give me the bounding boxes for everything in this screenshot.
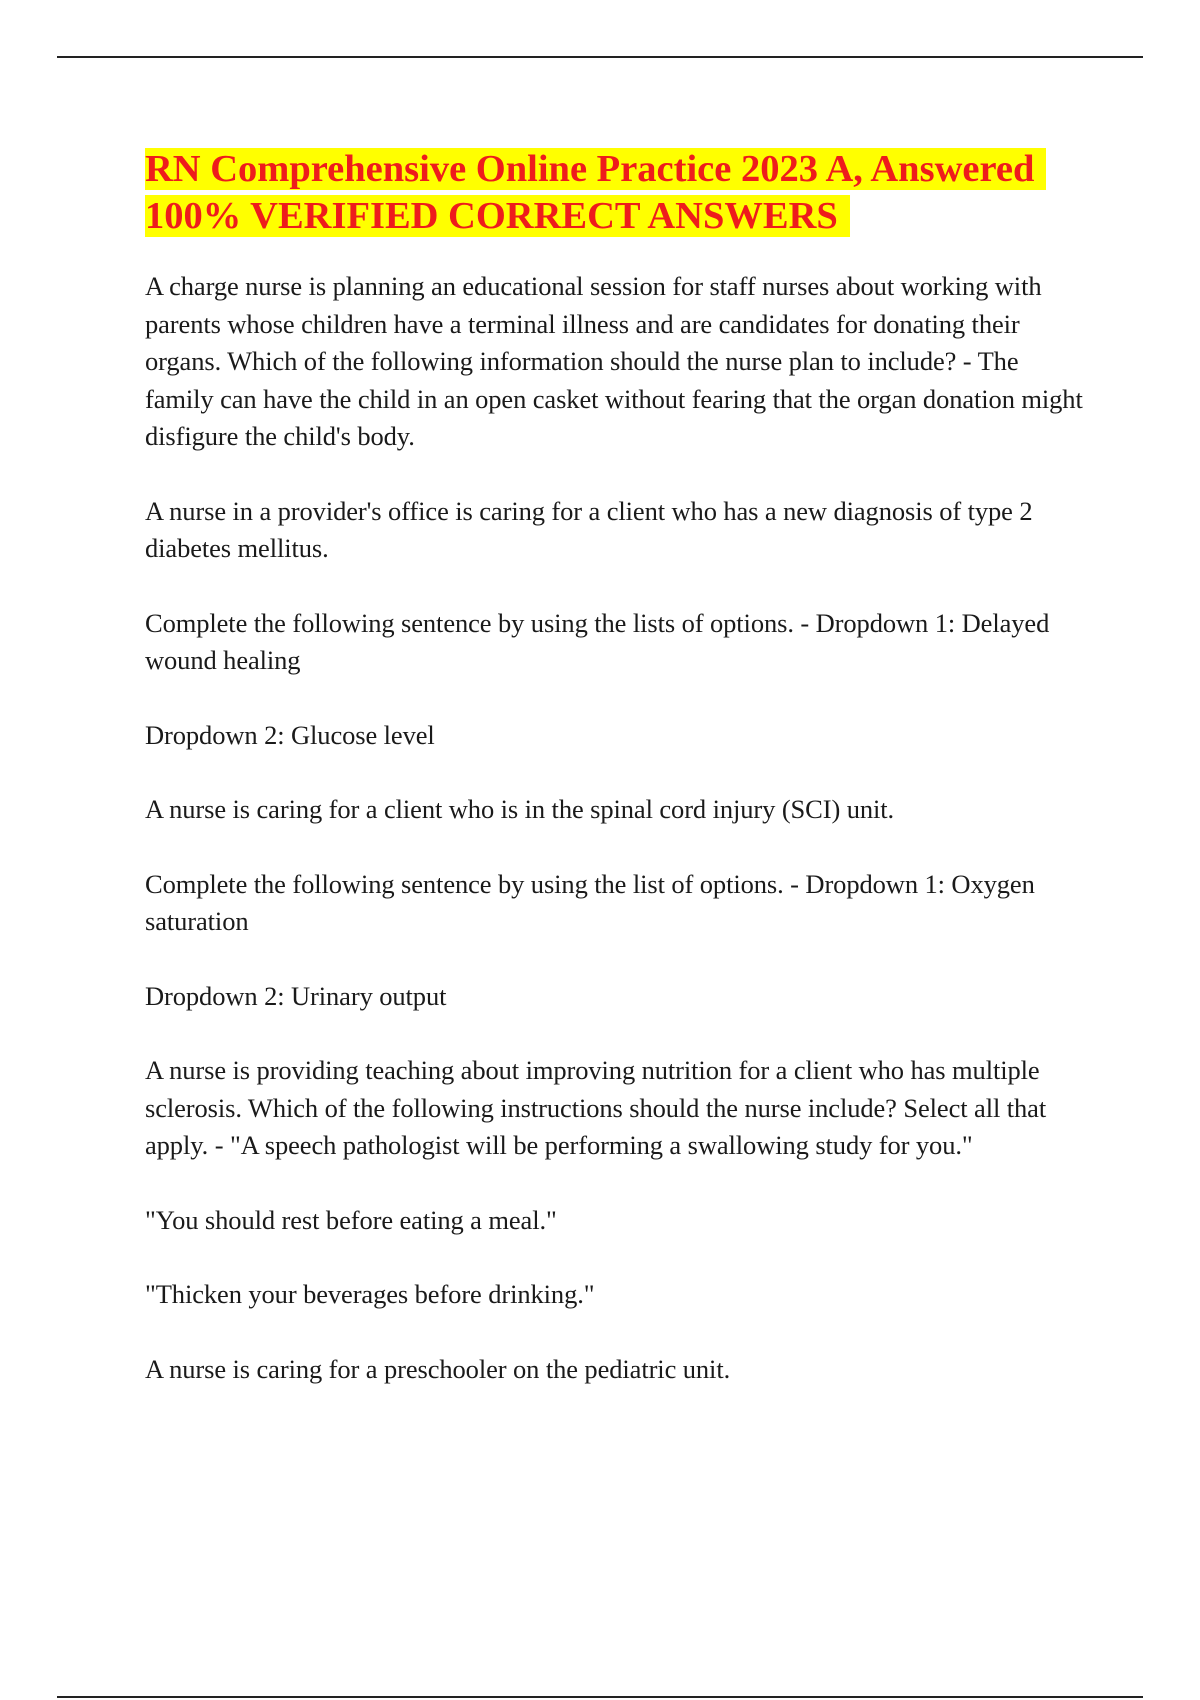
document-body [145, 146, 1085, 1425]
paragraph-organ-donation: A charge nurse is planning an educational session for staff nurses about working with parents whose children have a terminal illness and are candidates for donating their organs. Which of the following information should the nurse plan to include? - The family can have the child in an open casket without fearing that the organ donation might disfigure the child's body. [145, 271, 1083, 451]
document-title [145, 146, 1085, 240]
paragraph-diabetes-dropdown-1: Complete the following sentence by using the lists of options. - Dropdown 1: Delayed wound healing [145, 607, 1050, 675]
paragraph-sci-dropdown-1: Complete the following sentence by using the list of options. - Dropdown 1: Oxygen saturation [145, 868, 1035, 936]
paragraph-ms-rest: "You should rest before eating a meal." [145, 1204, 557, 1235]
bottom-rule [57, 1696, 1143, 1698]
title-line-2: 100% VERIFIED CORRECT ANSWERS [145, 195, 850, 237]
paragraph-preschooler: A nurse is caring for a preschooler on the pediatric unit. [145, 1353, 731, 1384]
paragraph-ms-thicken: "Thicken your beverages before drinking." [145, 1279, 595, 1309]
paragraph-ms-nutrition: A nurse is providing teaching about improving nutrition for a client who has multiple sclerosis. Which of the following instructions should the nurse include? Select all that apply. - "A speech pathologist will be performing a swallowing study for you." [145, 1055, 1047, 1160]
title-line-1: RN Comprehensive Online Practice 2023 A, Answered [145, 148, 1046, 190]
paragraph-sci-dropdown-2: Dropdown 2: Urinary output [145, 980, 447, 1011]
paragraph-diabetes-client: A nurse in a provider's office is caring for a client who has a new diagnosis of type 2 diabetes mellitus. [145, 495, 1033, 563]
paragraph-diabetes-dropdown-2: Dropdown 2: Glucose level [145, 719, 435, 750]
top-rule [57, 56, 1143, 58]
paragraph-sci-client: A nurse is caring for a client who is in the spinal cord injury (SCI) unit. [145, 794, 895, 824]
